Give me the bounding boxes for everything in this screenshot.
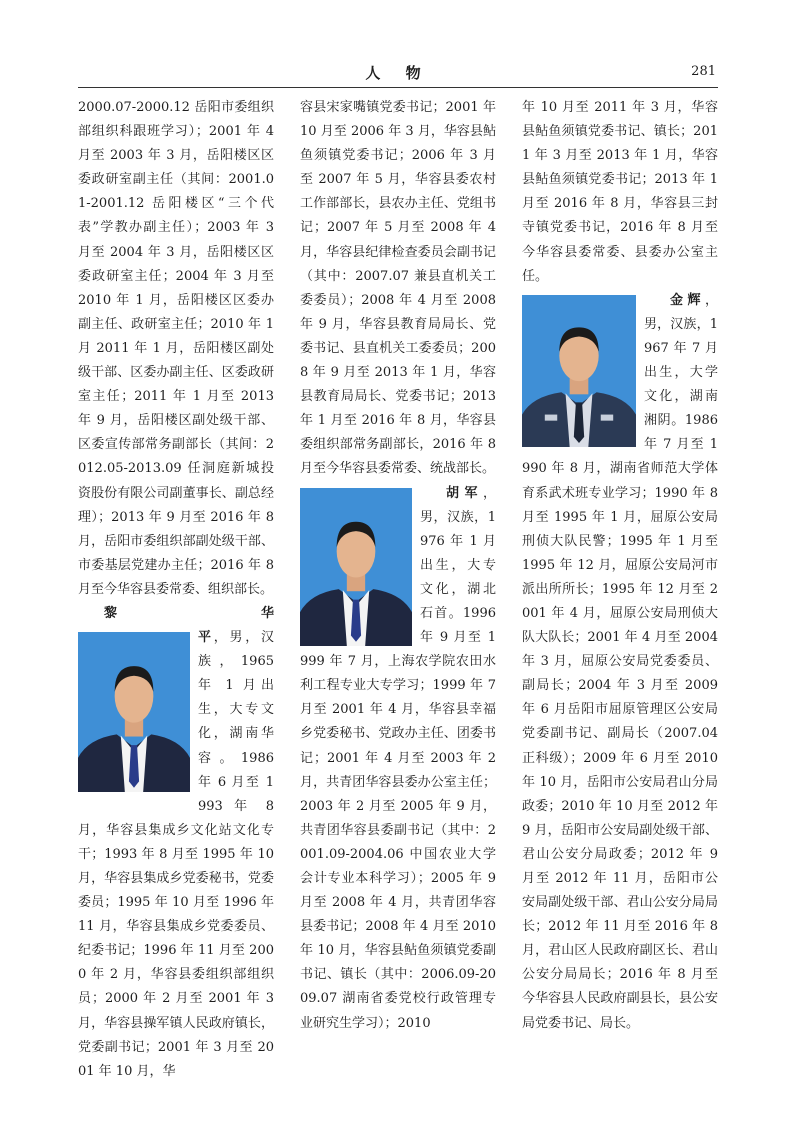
portrait-photo-hu-jun [300,488,412,646]
column-3-text: 年 10 月至 2011 年 3 月，华容县鲇鱼须镇党委书记、镇长；2011 年 3 月至 2013 年 1 月，华容县鲇鱼须镇党委书记；2013 年 1 月至 2016 年 8 月，华容县三封寺镇党委书记，2016 年 8 月至今华容县委常委、县委办公室主任。 [522,100,718,284]
column-1 [78,96,274,1084]
biography-text: ，男，汉族，1967 年 7 月出生，大学文化，湖南湘阴。1986 年 7 月至 1990 年 8 月，湖南省师范大学体育系武术班专业学习；1990 年 8 月至 1995 年 1 月，屈原公安局刑侦大队民警；1995 年 1 月至 1995 年 12 月，屈原公安局河市派出所所长；1995 年 12 月至 2001 年 4 月，屈原公安局刑侦大队大队长；2001 年 4 月至 2004 年 3 月，屈原公安局党委委员、副局长；2004 年 3 月至 2009 年 6 月岳阳市屈原管理区公安局党委副书记、副局长（2007.04 正科级）；2009 年 6 月至 2010 年 10 月，岳阳市公安局君山分局政委；2010 年 10 月至 2012 年 9 月，岳阳市公安局副处级干部、君山公安分局政委；2012 年 9 月至 2012 年 11 月，岳阳市公安局副处级干部、君山公安分局局长；2012 年 11 月至 2016 年 8 月，君山区人民政府副区长、君山公安分局局长；2016 年 8 月至今华容县人民政府副县长，县公安局党委书记、局长。 [522,292,718,1031]
person-name: 金辉 [670,292,705,308]
page-header [78,62,718,84]
person-name: 胡军 [446,485,483,501]
column-2-text: 容县宋家嘴镇党委书记；2001 年 10 月至 2006 年 3 月，华容县鲇鱼须镇党委书记；2006 年 3 月至 2007 年 5 月，华容县委农村工作部部长，县农办主任、党组书记；2007 年 5 月至 2008 年 4 月，华容县纪律检查委员会副书记（其中：2007.07 兼县直机关工委委员）；2008 年 4 月至 2008 年 9 月，华容县教育局局长、党委书记、县直机关工委委员；2008 年 9 月至 2013 年 1 月，华容县教育局局长、党委书记；2013 年 1 月至 2016 年 8 月，华容县委组织部常务副部长，2016 年 8 月至今华容县委常委、统战部长。 [300,100,496,477]
page-number: 281 [691,64,716,79]
column-3 [522,96,718,1036]
biography-hu-jun [300,482,496,1036]
person-name: 黎华平 [104,605,274,646]
column-1-text: 2000.07-2000.12 岳阳市委组织部组织科跟班学习）；2001 年 4 月至 2003 年 3 月，岳阳楼区区委政研室副主任（其间：2001.01-2001.12 岳阳楼区“三个代表”学教办副主任）；2003 年 3 月至 2004 年 3 月，岳阳楼区区委政研室主任；2004 年 3 月至 2010 年 1 月，岳阳楼区区委办副主任、政研室主任；2010 年 1 月 2011 年 1 月，岳阳楼区副处级干部、区委办副主任、区委政研室主任；2011 年 1 月至 2013 年 9 月，岳阳楼区副处级干部、区委宣传部常务副部长（其间：2012.05-2013.09 任洞庭新城投资股份有限公司副董事长、副总经理）；2013 年 9 月至 2016 年 8 月，岳阳市委组织部副处级干部、市委基层党建办主任；2016 年 8 月至今华容县委常委、组织部长。 [78,100,274,597]
portrait-photo-li-huaping [78,632,190,792]
biography-text: ，男，汉族，1976 年 1 月出生，大专文化，湖北石首。1996 年 9 月至 1999 年 7 月，上海农学院农田水利工程专业大专学习；1999 年 7 月至 2001 年 4 月，华容县幸福乡党委秘书、党政办主任、团委书记；2001 年 4 月至 2003 年 2 月，共青团华容县委办公室主任；2003 年 2 月至 2005 年 9 月，共青团华容县委副书记（其中：2001.09-2004.06 中国农业大学会计专业本科学习）；2005 年 9 月至 2008 年 4 月，共青团华容县委书记；2008 年 4 月至 2010 年 10 月，华容县鲇鱼须镇党委副书记、镇长（其中：2006.09-2009.07 湖南省委党校行政管理专业研究生学习）；2010 [300,485,496,1031]
biography-text: ，男，汉族，1965 年 1 月出生，大专文化，湖南华容。1986 年 6 月至 1993 年 8 月，华容县集成乡文化站文化专干；1993 年 8 月至 1995 年 10 月，华容县集成乡党委秘书，党委委员；1995 年 10 月至 1996 年 11 月，华容县集成乡党委委员、纪委书记；1996 年 11 月至 2000 年 2 月，华容县委组织部组织员；2000 年 2 月至 2001 年 3 月，华容县操军镇人民政府镇长，党委副书记；2001 年 3 月至 2001 年 10 月，华 [78,630,274,1079]
biography-li-huaping [78,602,274,1084]
header-rule [78,87,718,88]
section-title: 人 物 [365,64,431,82]
portrait-photo-jin-hui [522,295,636,447]
column-2 [300,96,496,1036]
biography-jin-hui [522,289,718,1036]
